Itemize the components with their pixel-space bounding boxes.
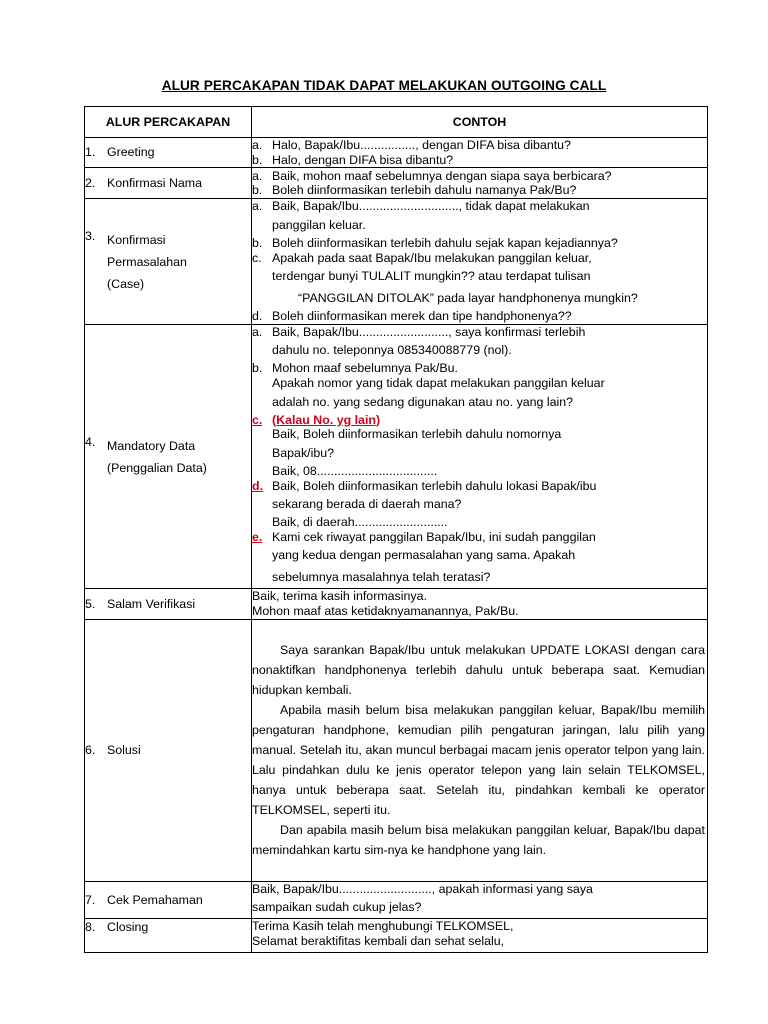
item-text: terdengar bunyi TULALIT mungkin?? atau terdapat tulisan (272, 269, 591, 284)
item-heading: (Kalau No. yg lain) (272, 412, 381, 427)
step-label-line: Konfirmasi (107, 232, 166, 247)
item-letter: e. (252, 529, 263, 544)
step-cell (85, 881, 252, 919)
table-row (85, 619, 708, 881)
step-label-line: (Case) (107, 276, 145, 291)
item-letter: d. (252, 478, 264, 493)
item-letter: c. (252, 250, 262, 265)
item-text: Apakah pada saat Bapak/Ibu melakukan panggilan keluar, (272, 250, 592, 265)
step-label-line: (Penggalian Data) (107, 460, 207, 475)
step-cell (85, 919, 252, 953)
item-letter: b. (252, 361, 263, 376)
example-cell (252, 881, 708, 919)
document-title: ALUR PERCAKAPAN TIDAK DAPAT MELAKUKAN OUTGOING CALL (161, 78, 607, 93)
item-text: Mohon maaf sebelumnya Pak/Bu. (272, 361, 458, 376)
solution-paragraph: Apabila masih belum bisa melakukan panggilan keluar, Bapak/Ibu memilih pengaturan handphone, kemudian pilih pengaturan jaringan, lalu pilih yang manual. Setelah itu, akan muncul berbagai macam jenis operator telpon yang lain. Lalu pindahkan dulu ke jenis operator telepon yang lain selain TELKOMSEL, hanya untuk beberapa saat. Setelah itu, pindahkan kembali ke operator TELKOMSEL, seperti itu. (252, 703, 705, 818)
item-text: Baik, Boleh diinformasikan terlebih dahulu nomornya (272, 427, 562, 442)
step-cell (85, 168, 252, 199)
item-text: Halo, dengan DIFA bisa dibantu? (272, 152, 454, 167)
example-cell (252, 199, 708, 325)
step-label: Cek Pemahaman (107, 892, 203, 907)
step-number: 3. (85, 228, 96, 243)
item-text: Baik, mohon maaf sebelumnya dengan siapa saya berbicara? (272, 168, 612, 183)
step-label: Konfirmasi Nama (107, 175, 203, 190)
item-text: Halo, Bapak/Ibu................, dengan DIFA bisa dibantu? (272, 138, 571, 152)
step-label: Solusi (107, 742, 141, 757)
solution-paragraph: Saya sarankan Bapak/Ibu untuk melakukan UPDATE LOKASI dengan cara nonaktifkan handphonenya terlebih dahulu untuk beberapa saat. Kemudian hidupkan kembali. (252, 643, 705, 698)
column-header-flow: ALUR PERCAKAPAN (85, 107, 252, 138)
step-cell (85, 589, 252, 619)
item-text: Kami cek riwayat panggilan Bapak/Ibu, ini sudah panggilan (272, 529, 596, 544)
step-cell (85, 324, 252, 589)
step-label: Greeting (107, 145, 155, 160)
item-letter: a. (252, 199, 263, 214)
table-row (85, 138, 708, 168)
table-row (85, 881, 708, 919)
item-text: Apakah nomor yang tidak dapat melakukan panggilan keluar (272, 376, 605, 390)
solution-paragraph: Dan apabila masih belum bisa melakukan panggilan keluar, Bapak/Ibu dapat memindahkan kartu sim-nya ke handphone yang lain. (252, 823, 705, 858)
example-line: sampaikan sudah cukup jelas? (252, 900, 422, 915)
item-letter: b. (252, 152, 263, 167)
item-text: Baik, di daerah........................... (272, 515, 448, 530)
item-text: Boleh diinformasikan merek dan tipe handphonenya?? (272, 309, 572, 324)
item-text: Boleh diinformasikan terlebih dahulu sejak kapan kejadiannya? (272, 235, 618, 250)
table-row (85, 589, 708, 619)
example-cell (252, 589, 708, 619)
example-line: Baik, terima kasih informasinya. (252, 589, 427, 604)
step-number: 7. (85, 892, 96, 907)
step-cell (85, 138, 252, 168)
item-text: Baik, Bapak/Ibu.........................., saya konfirmasi terlebih (272, 324, 586, 339)
table-row (85, 168, 708, 199)
step-number: 8. (85, 920, 96, 935)
item-letter: a. (252, 138, 263, 152)
item-text: yang kedua dengan permasalahan yang sama. Apakah (272, 548, 576, 563)
step-cell (85, 199, 252, 325)
step-number: 1. (85, 145, 96, 160)
item-text: sebelumnya masalahnya telah teratasi? (272, 570, 491, 585)
item-text: Boleh diinformasikan terlebih dahulu namanya Pak/Bu? (272, 183, 577, 198)
example-cell (252, 324, 708, 589)
table-header-row (85, 107, 708, 138)
example-line: Terima Kasih telah menghubungi TELKOMSEL, (252, 919, 514, 934)
item-text: Bapak/ibu? (272, 445, 335, 460)
step-label-line: Mandatory Data (107, 438, 196, 453)
item-letter: a. (252, 324, 263, 339)
table-row (85, 324, 708, 589)
example-cell (252, 919, 708, 953)
step-number: 2. (85, 175, 96, 190)
item-text: Baik, 08................................... (272, 463, 438, 478)
item-text: adalah no. yang sedang digunakan atau no. yang lain? (272, 394, 574, 409)
table-row (85, 919, 708, 953)
table-row (85, 199, 708, 325)
step-cell (85, 619, 252, 881)
example-line: Mohon maaf atas ketidaknyamanannya, Pak/Bu. (252, 604, 519, 618)
item-text: panggilan keluar. (272, 217, 366, 232)
example-line: Selamat beraktifitas kembali dan sehat selalu, (252, 933, 505, 948)
item-text: “PANGGILAN DITOLAK” pada layar handphonenya mungkin? (298, 291, 638, 306)
item-text: Baik, Bapak/Ibu............................., tidak dapat melakukan (272, 199, 590, 214)
step-label-line: Permasalahan (107, 254, 187, 269)
step-number: 5. (85, 596, 96, 611)
item-letter: b. (252, 183, 263, 198)
step-label: Salam Verifikasi (107, 596, 196, 611)
item-letter: c. (252, 412, 263, 427)
example-cell (252, 168, 708, 199)
item-text: Baik, Boleh diinformasikan terlebih dahulu lokasi Bapak/ibu (272, 478, 597, 493)
item-text: sekarang berada di daerah mana? (272, 497, 462, 512)
item-letter: a. (252, 168, 263, 183)
step-number: 6. (85, 742, 96, 757)
example-cell (252, 619, 708, 881)
step-number: 4. (85, 434, 96, 449)
conversation-flow-table (84, 106, 708, 953)
example-line: Baik, Bapak/Ibu..........................., apakah informasi yang saya (252, 881, 593, 896)
item-letter: d. (252, 309, 263, 324)
column-header-example: CONTOH (252, 107, 708, 138)
item-text: dahulu no. teleponnya 085340088779 (nol). (272, 343, 512, 358)
step-label: Closing (107, 920, 149, 935)
example-cell (252, 138, 708, 168)
item-letter: b. (252, 235, 263, 250)
